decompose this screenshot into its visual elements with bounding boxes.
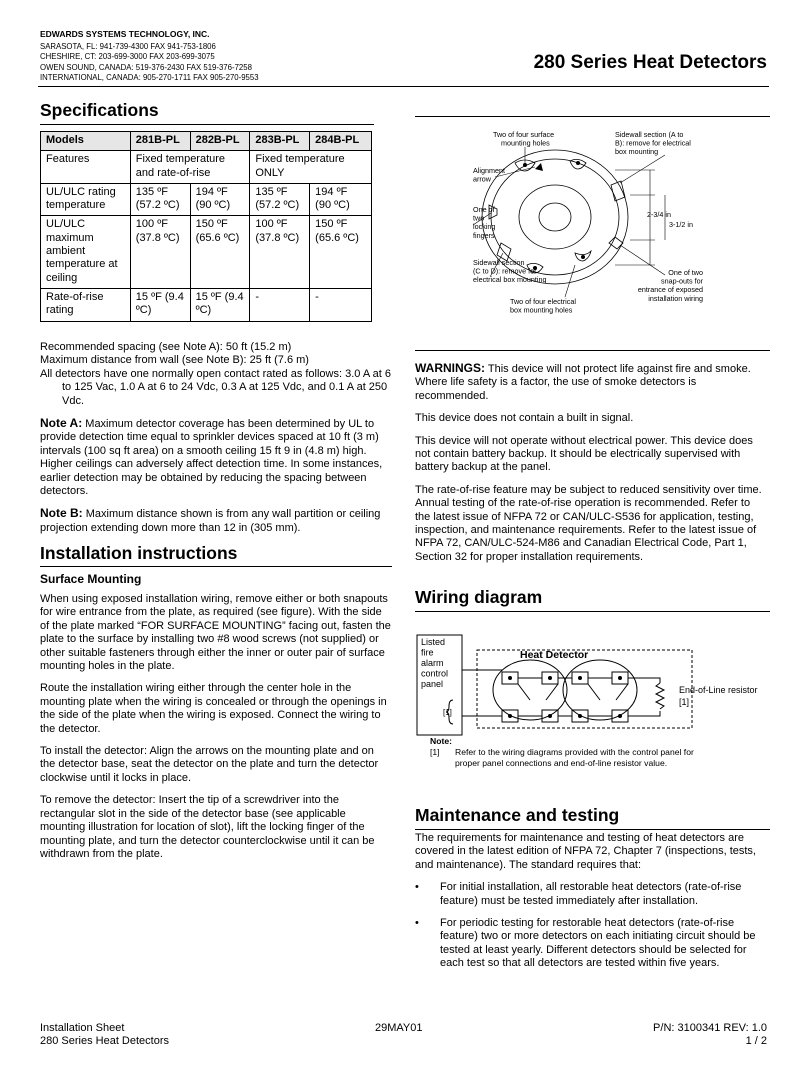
table-cell: 150 ºF (65.6 ºC) — [310, 216, 372, 288]
section-rule — [415, 611, 770, 612]
surface-mounting-subheading: Surface Mounting — [40, 572, 142, 586]
table-header-cell: 283B-PL — [250, 132, 310, 151]
table-row — [41, 151, 372, 184]
table-row — [41, 216, 372, 288]
row-label: Features — [41, 151, 131, 184]
leader-line — [620, 155, 665, 183]
table-header-cell: Models — [41, 132, 131, 151]
contacts-text: All detectors have one normally open contact rated as follows: 3.0 A at 6 to 125 Vac, 1.0 A at 6 to 24 Vdc, 0.3 A at 125 Vdc, and 0.1 A at 250 Vdc. — [40, 367, 391, 407]
footer-doc-type: Installation Sheet — [40, 1022, 125, 1034]
dimension-3-1-2: 3-1/2 in — [669, 220, 693, 229]
footer-part-number: P/N: 3100341 REV: 1.0 — [653, 1022, 767, 1034]
warnings-label: WARNINGS: — [415, 361, 485, 375]
footer-page: 1 / 2 — [745, 1035, 767, 1047]
detector-base — [563, 660, 637, 720]
header-rule — [38, 86, 769, 87]
contact-list — [40, 42, 259, 83]
wiring-heading: Wiring diagram — [415, 587, 543, 607]
row-label: Rate-of-rise rating — [41, 288, 131, 321]
table-cell: - — [310, 288, 372, 321]
warning-paragraph: The rate-of-rise feature may be subject to reduced sensitivity over time. Annual testing of the rate-of-rise operation is recommended. Refer to the latest issue of NFPA 72 or CAN/ULC-S536 for application, testing, inspection, and maintenance requirements. Refer to the latest issue of NFPA 72, CAN/ULC-524-M86 and Canadian Electrical Code, Part 1, Section 32 for proper installation requirements. — [415, 483, 762, 563]
label-surface-holes: Two of four surface mounting holes — [493, 130, 555, 148]
table-cell: Fixed temperature ONLY — [250, 151, 372, 184]
wiring-diagram — [415, 630, 770, 740]
max-distance-text: Maximum distance from wall (see Note B): 25 ft (7.6 m) — [40, 354, 309, 367]
table-row — [41, 288, 372, 321]
table-cell: 194 ºF (90 ºC) — [190, 183, 250, 216]
label-sidewall-cd: Sidewall section (C to D): remove for electrical box mounting — [473, 258, 547, 285]
table-cell: 194 ºF (90 ºC) — [310, 183, 372, 216]
note-a-label: Note A: — [40, 416, 83, 431]
list-item: • For initial installation, all restorable heat detectors (rate-of-rise feature) must be tested immediately after installation. — [415, 881, 742, 907]
table-header-cell: 282B-PL — [190, 132, 250, 151]
note-a-text: Maximum detector coverage has been determined by UL to provide detection time equal to sprinkler devices spaced at 10 ft (3 m) intervals (100 sq ft area) on a smooth ceiling 15 ft 9 in (4.8 m) high. Higher ceilings can adversely affect detection time. In some instances, earlier detection may be obtained by reducing the spacing between detectors. — [40, 418, 383, 498]
warning-paragraph: This device does not contain a built in signal. — [415, 412, 634, 425]
maintenance-list — [415, 881, 767, 970]
table-header-row — [41, 132, 372, 151]
table-cell: 15 ºF (9.4 ºC) — [130, 288, 190, 321]
table-cell: 15 ºF (9.4 ºC) — [190, 288, 250, 321]
label-locking-fingers: One of two locking fingers — [473, 205, 496, 240]
note-b-text: Maximum distance shown is from any wall partition or ceiling projection extending down more than 12 in (305 mm). — [40, 508, 381, 534]
end-of-line-resistor — [656, 683, 664, 709]
installation-paragraph: Route the installation wiring either through the center hole in the mounting plate when the wiring is concealed or through the openings in the side of the plate when the wiring is exposed. Connect the wiring to the detector. — [40, 682, 387, 735]
table-cell: 135 ºF (57.2 ºC) — [130, 183, 190, 216]
alignment-arrow — [535, 163, 543, 171]
detector-base — [493, 660, 567, 720]
panel-label: Listed fire alarm control panel — [421, 637, 449, 689]
section-rule — [415, 829, 770, 830]
table-cell: Fixed temperature and rate-of-rise — [130, 151, 250, 184]
table-cell: 135 ºF (57.2 ºC) — [250, 183, 310, 216]
mounting-plate-figure — [415, 125, 770, 320]
label-snap-outs: One of two snap-outs for entrance of exposed installation wiring — [637, 268, 703, 303]
label-electrical-holes: Two of four electrical box mounting holes — [510, 297, 576, 315]
section-rule — [415, 350, 770, 351]
table-cell: - — [250, 288, 310, 321]
footer-date: 29MAY01 — [375, 1022, 423, 1034]
installation-heading: Installation instructions — [40, 543, 238, 563]
wiring-note-label: Note: — [430, 736, 452, 746]
wiring-note-ref: [1] — [430, 747, 440, 757]
leader-line — [620, 245, 665, 275]
wire-top — [462, 670, 660, 683]
footer-left — [40, 1022, 169, 1048]
installation-paragraph: To remove the detector: Insert the tip of a screwdriver into the rectangular slot in the side of the detector base (see applicable mounting illustration for location of slot), lift the locking finger of the mounting plate, and turn the detector counterclockwise until it can be withdrawn from the plate. — [40, 794, 375, 860]
contact-arm — [518, 684, 558, 700]
note-b — [40, 507, 392, 535]
eol-label: End-of-Line resistor — [679, 685, 758, 695]
row-label: UL/ULC rating temperature — [41, 183, 131, 216]
document-title: 280 Series Heat Detectors — [533, 52, 767, 73]
snap-out — [609, 237, 623, 249]
maintenance-body — [415, 832, 767, 980]
row-label: UL/ULC maximum ambient temperature at ceiling — [41, 216, 131, 288]
specifications-table — [40, 131, 372, 322]
bracket-ref: [1] — [443, 708, 452, 717]
table-cell: 100 ºF (37.8 ºC) — [250, 216, 310, 288]
contact-line: OWEN SOUND, CANADA: 519-376-2430 FAX 519-376-7258 — [40, 62, 252, 72]
company-name: EDWARDS SYSTEMS TECHNOLOGY, INC. — [40, 29, 210, 39]
installation-body — [40, 593, 392, 870]
hole-marker — [576, 161, 580, 165]
label-alignment-arrow: Alignment arrow — [473, 166, 505, 184]
installation-paragraph: To install the detector: Align the arrows on the mounting plate and on the detector base, seat the detector on the plate and turn the detector clockwise until it locks in place. — [40, 745, 379, 784]
section-rule — [40, 566, 392, 567]
maintenance-intro: The requirements for maintenance and testing of heat detectors are covered in the latest edition of NFPA 72, Chapter 7 (inspections, tests, and maintenance). The standard requires that: — [415, 832, 756, 871]
table-header-cell: 281B-PL — [130, 132, 190, 151]
table-row — [41, 183, 372, 216]
label-sidewall-ab: Sidewall section (A to B): remove for electrical box mounting — [615, 130, 691, 157]
leader-line — [565, 265, 575, 297]
hole-marker — [581, 255, 585, 259]
maintenance-heading: Maintenance and testing — [415, 805, 620, 825]
footer-product: 280 Series Heat Detectors — [40, 1035, 170, 1047]
note-a — [40, 417, 392, 498]
center-hole — [539, 203, 571, 231]
spec-details — [40, 341, 392, 544]
warning-paragraph: WARNINGS: This device will not protect life against fire and smoke. Where life safety is a factor, the use of smoke detectors is recommended. — [415, 361, 751, 402]
hole-marker — [523, 163, 527, 167]
spacing-text: Recommended spacing (see Note A): 50 ft (15.2 m) — [40, 341, 292, 353]
wire-bottom — [462, 711, 660, 716]
note-b-label: Note B: — [40, 506, 83, 521]
warning-paragraph: This device will not operate without electrical power. This device does not contain battery backup. It should be electrically supervised with battery backup at the panel. — [415, 434, 753, 474]
dimension-2-3-4: 2-3/4 in — [647, 210, 671, 219]
table-header-cell: 284B-PL — [310, 132, 372, 151]
table-cell: 150 ºF (65.6 ºC) — [190, 216, 250, 288]
eol-ref: [1] — [679, 697, 690, 707]
contact-arm — [588, 684, 628, 700]
specifications-heading: Specifications — [40, 100, 159, 120]
footer-right — [653, 1022, 767, 1048]
installation-paragraph: When using exposed installation wiring, remove either or both snapouts for wire entrance from the plate, as required (see figure). With the side of the plate marked “FOR SURFACE MOUNTING” facing out, fasten the plate to the surface by installing two #8 wood screws (not supplied) or other suitable fasteners through either the inner or outer pair of surface mounting holes in the plate. — [40, 593, 391, 673]
list-item: • For periodic testing for restorable heat detectors (rate-of-rise feature) two or more detectors on each initiating circuit should be tested at least yearly. Different detectors should be selected for each test so that all detectors are tested within five years. — [415, 917, 756, 970]
warnings-block — [415, 362, 767, 573]
table-cell: 100 ºF (37.8 ºC) — [130, 216, 190, 288]
plate-center-ring — [519, 185, 591, 249]
section-rule — [40, 124, 374, 125]
figure-rule — [415, 116, 770, 117]
contact-line: INTERNATIONAL, CANADA: 905-270-1711 FAX 905-270-9553 — [40, 72, 259, 82]
heat-detector-label: Heat Detector — [520, 649, 589, 661]
wiring-note-text: Refer to the wiring diagrams provided with the control panel for proper panel connections and end-of-line resistor value. — [455, 747, 694, 768]
contact-line: CHESHIRE, CT: 203-699-3000 FAX 203-699-3075 — [40, 52, 215, 62]
contact-line: SARASOTA, FL: 941-739-4300 FAX 941-753-1806 — [40, 42, 216, 51]
